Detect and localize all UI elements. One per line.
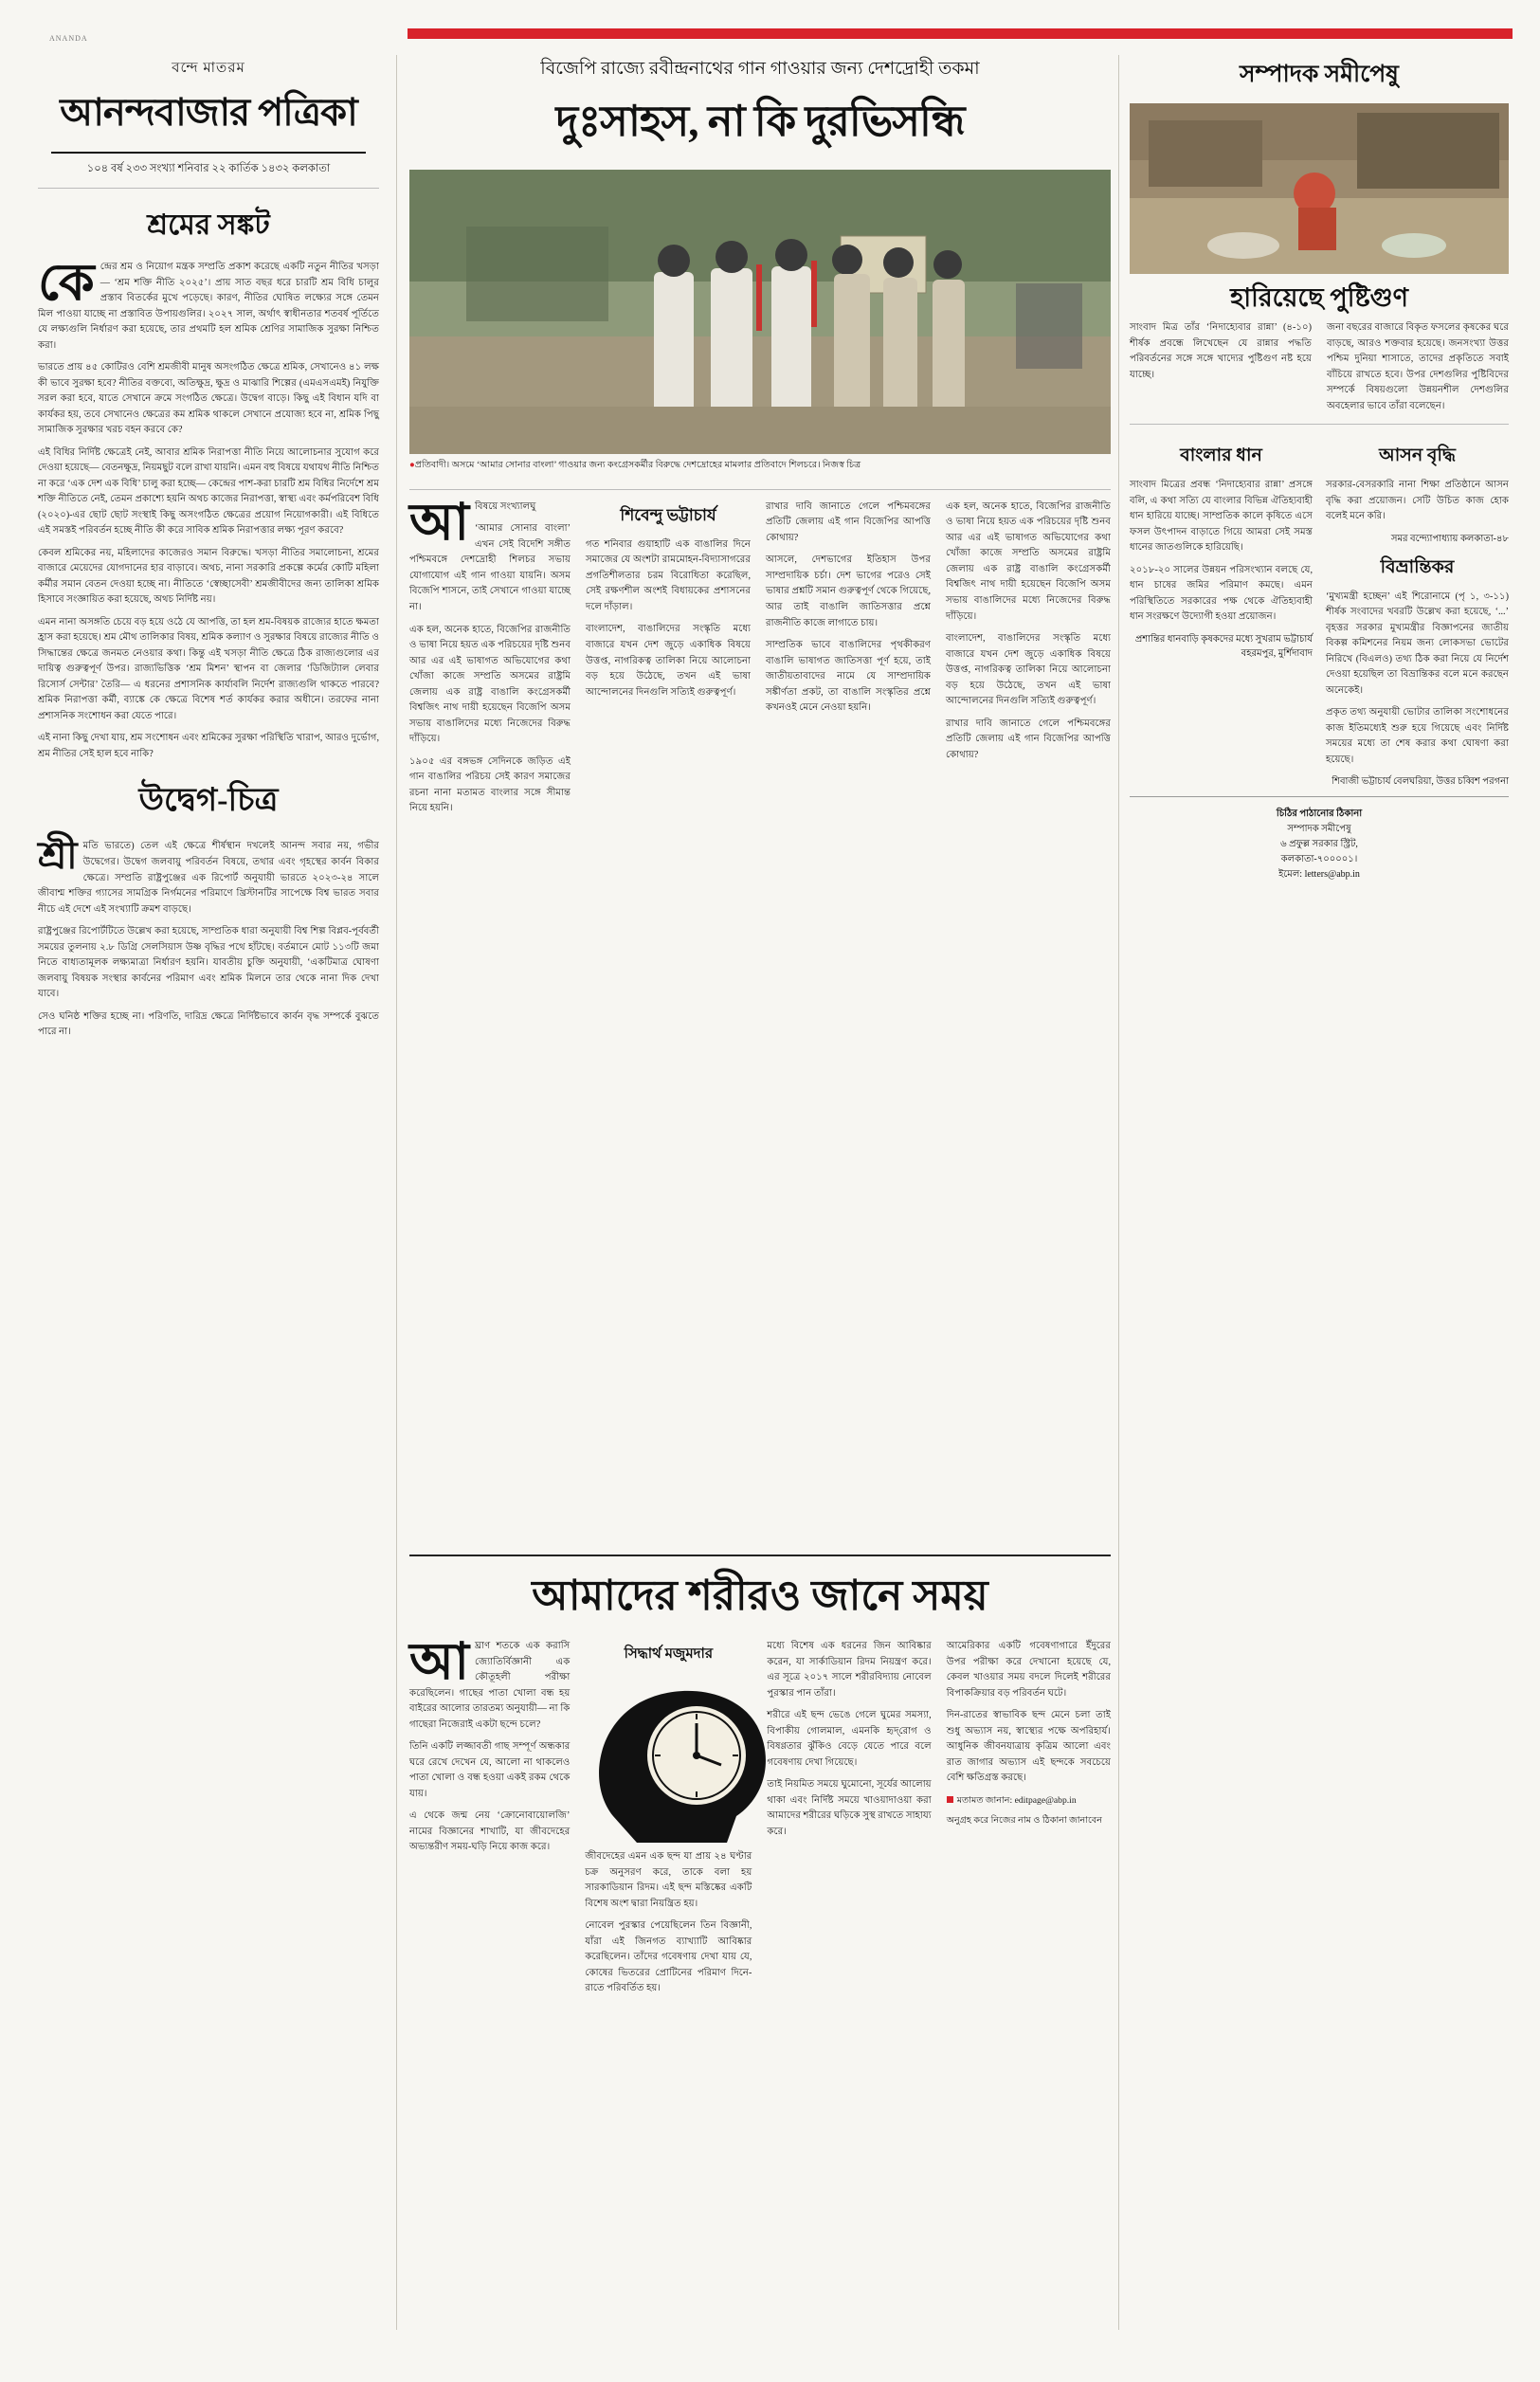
para: ‘মুখ্যমন্ত্রী হচ্ছেন’ এই শিরোনামে (পৃ ১, ৩-১১) শীর্ষক সংবাদের খবরটি উল্লেখ করা হয়েছে, ‘...’ বৃহত্তর সরকার মুখ্যমন্ত্রীর বিজ্ঞাপনের জাতীয় বিকল্প কমিশনের নিয়ম জন্য লোকসভা ভোটের নিরিখে (বিএলও) তথ্য ঠিক করা নিয়ে যে নির্দেশ দেওয়া হয়েছিল তা বিভ্রান্তিকর বলে মনে করছেন অনেকেই। [1326, 591, 1509, 696]
section-title-labour: শ্রমের সঙ্কট [147, 209, 270, 241]
para: ‘আমার সোনার বাংলা’ এখন সেই বিদেশি সঙ্গীত পশ্চিমবঙ্গে দেশদ্রোহী শিলচর সভায় যোগাযোগ এই গান গাওয়া যায়নি। অসম বিজেপি শাসনে, তাই সেখানে গাওয়া যাচ্ছে না। [409, 523, 571, 612]
section-title-concern: উদ্বেগ-চিত্র [138, 783, 279, 819]
letters-rail [1130, 55, 1509, 882]
letter-4-signature: শিবাজী ভট্টাচার্য বেলঘরিয়া, উত্তর চব্বিশ পরগনা [1332, 776, 1509, 788]
para: বিষয়ে সংখ্যালঘু [475, 500, 536, 512]
letter-2-signature: প্রশান্তির ধানবাড়ি কৃষকদের মধ্যে সুখরাম ভট্টাচার্য বহরমপুর, মুর্শিদাবাদ [1134, 633, 1313, 659]
divider [38, 188, 379, 189]
lead-kicker: বিজেপি রাজ্যে রবীন্দ্রনাথের গান গাওয়ার জন্য দেশদ্রোহী তকমা [540, 59, 980, 79]
para: এমন নানা অসঙ্গতি চেয়ে বড় হয়ে ওঠে যে আপত্তি, তা হল শ্রম-বিষয়ক রাজ্যের হাতে ক্ষমতা হ্রাস করা হয়েছে। শ্রম মৌথ তালিকার বিষয়, শ্রমিক কল্যাণ ও সুরক্ষার বিষয়ে রাজ্যের নীতি ও সিদ্ধান্তের ক্ষেত্রে জনমত নেওয়ার কথা। কিন্তু এই খসড়া নীতি ক্ষেত্রে ঠিক রাজ্যগুলোর এর দায়িত্ব গুরুত্বপূর্ণ উপর। রাজ্যভিত্তিক ‘শ্রম মিশন’ স্থাপন বা জেলার ‘ডিজিট্যাল লেবার রিসোর্স সেন্টার’ তৈরি— এ ধরনের প্রশাসনিক কার্যাবলি নির্দেশ রাজ্যগুলি থাকতে পারবে? শ্রমিক নিরাপত্তা কর্মী, ব্যাঙ্কে কে ক্ষেত্রে বিশেষ শর্ত কার্যকর করার অধীনে। তরফের নানা প্রশাসনিক সংশোধন করা যেতে পারে। [38, 616, 379, 721]
para: এ থেকে জন্ম নেয় ‘ক্রোনোবায়োলজি’ নামের বিজ্ঞানের শাখাটি, যা জীবদেহের অভ্যন্তরীণ সময়-ঘড়ি নিয়ে কাজ করে। [409, 1810, 571, 1853]
labour-article-body [38, 254, 379, 762]
caption-text: প্রতিবাদী। অসমে ‘আমার সোনার বাংলা’ গাওয়ার জন্য কংগ্রেসকর্মীর বিরুদ্ধে দেশদ্রোহের মামলার প্রতিবাদে শিলচরে। নিজস্ব চিত্র [414, 460, 861, 470]
address-title: চিঠির পাঠানোর ঠিকানা [1276, 809, 1363, 820]
para: জীবদেহের এমন এক ছন্দ যা প্রায় ২৪ ঘণ্টার চক্র অনুসরণ করে, তাকে বলা হয় সারকাডিয়ান রিদম। এই ছন্দ মস্তিষ্কের একটি বিশেষ অংশ দ্বারা নিয়ন্ত্রিত হয়। [585, 1851, 752, 1909]
para: ঘ্রাণ শতকে এক করাসি জ্যোতির্বিজ্ঞানী এক কৌতূহলী পরীক্ষা করেছিলেন। গাছের পাতা খোলা বন্ধ হয় বাইরের আলোর তারতম্য অনুযায়ী— না কি গাছেরা নিজেরাই একটা ছন্দে চলে? [409, 1641, 571, 1730]
dateline: ১০৪ বর্ষ ২৩৩ সংখ্যা শনিবার ২২ কার্তিক ১৪৩২ কলকাতা [86, 163, 331, 174]
para: সরকার-বেসরকারি নানা শিক্ষা প্রতিষ্ঠানে আসন বৃদ্ধি করা প্রয়োজন। সেটি উচিত কাজ হোক বলেই মনে করি। [1326, 480, 1509, 522]
feature-col-4 [947, 1639, 1111, 2004]
feature-columns [409, 1633, 1111, 2004]
para: তাই নিয়মিত সময়ে ঘুমোনো, সূর্যের আলোয় থাকা এবং নির্দিষ্ট সময়ে খাওয়াদাওয়া করা আমাদের শরীরের ঘড়িকে সুস্থ রাখতে সাহায্য করে। [767, 1779, 932, 1837]
feature-headline: আমাদের শরীরও জানে সময় [532, 1573, 988, 1619]
para: রাখার দাবি জানাতে গেলে পশ্চিমবঙ্গের প্রতিটি জেলায় এই গান বিজেপির আপত্তি কোথায়? [946, 718, 1111, 760]
para: বাংলাদেশ, বাঙালিদের সংস্কৃতি মধ্যে বাজারে যখন দেশ জুড়ে একাধিক বিষয়ে উত্তপ্ত, নাগরিকত্ব তালিকা নিয়ে আলোচনা বড় হয়ে উঠেছে, তখন এই ভাষা আন্দোলনের দিনগুলি সত্যিই গুরুত্বপূর্ণ। [946, 633, 1111, 707]
health-feature [409, 1555, 1111, 2004]
dropcap-lead: আ [409, 493, 469, 551]
dropcap-concern: শ্রী [38, 834, 78, 878]
red-top-rule [408, 28, 1513, 39]
editor-address-block [1130, 807, 1509, 882]
letters-lower-left [1130, 434, 1313, 789]
letter-1-headline: হারিয়েছে পুষ্টিগুণ [1230, 283, 1408, 312]
para: আসলে, দেশভাগের ইতিহাস উপর সাম্প্রদায়িক চর্চা। দেশ ভাগের পরেও সেই ভাষার প্রশ্নটি সমান গুরুত্বপূর্ণ থেকে গিয়েছে, আর তাই বাঙালি জাতিসত্তার প্রশ্নে রাজনীতি কাজে লাগাতে চায়। [766, 555, 931, 628]
para: ভারতে প্রায় ৪৫ কোটিরও বেশি শ্রমজীবী মানুষ অসংগঠিত ক্ষেত্রে শ্রমিক, সেখানেও ৪১ লক্ষ কী ভাবে সুরক্ষা হবে? নীতির বক্তব্যে, অতিক্ষুদ্র, ক্ষুদ্র ও মাঝারি শিল্পের (এমএসএমই) নিযুক্তি সরল করা হবে, যাতে সেখানে ক্রমে সংগঠিত ক্ষেত্রে। উদ্বেগ বাড়ে। কিছু এই বিধান যদি বা কার্যকর হয়, তবে সেখানেও ক্ষেত্রের কম শ্রমিক থাকলে সেখানে প্রযোজ্য হবে না, শ্রমিক পিছু সামাজিক সুরক্ষার খরচ বহন করবে কে? [38, 362, 379, 436]
para: এই বিধির নির্দিষ্ট ক্ষেত্রেই নেই, আবার শ্রমিক নিরাপত্তা নীতি নিয়ে আলোচনার সুযোগ করে দেওয়া হয়েছে— বেতনক্ষুদ্র, নিয়মছুট বলে রাখা যায়নি। এমন বহু বিষয়ে যথাযথ নীতি নিশ্চিত না করে ‘এক দেশ এক বিধি’ চালু করা হচ্ছে— কেন্দ্রের পাশ-করা চারটি শ্রম বিধির নির্দেশে শ্রম শক্তি নীতিতে নেই, তেমন প্রকাশ্যে হয়নি অথচ কাজের নিরাপত্তা, স্বাস্থ্য এবং কর্মপরিবেশ বিধি (২০২০)-এর ছোট ছোট সংস্থাই কিছু অসংগঠিত ক্ষেত্রের প্রয়োগ নিয়োগকারী। এই বিধিতে এই সমস্তই পরিবর্তন হচ্ছে নীতি কী করে সাবিক শ্রমিক নিরাপত্তার লক্ষ্য পূরণ করবে? [38, 446, 379, 536]
concern-article-body [38, 834, 379, 1040]
address-line: কলকাতা-৭০০০০১। [1280, 854, 1358, 865]
lead-story [409, 55, 1111, 824]
corner-code: ANANDA [49, 34, 88, 43]
para: শরীরে এই ছন্দ ভেঙে গেলে ঘুমের সমস্যা, বিপাকীয় গোলমাল, এমনকি হৃদ্‌রোগ ও বিষণ্ণতার ঝুঁকিও বেড়ে যেতে পারে বলে গবেষণায় দেখা গিয়েছে। [767, 1710, 932, 1768]
lead-byline: শিবেন্দু ভট্টাচার্য [620, 505, 716, 524]
para: সাংবাদ মিত্র তাঁর ‘নিদাহ্যেবার রান্না’ (৪-১০) শীর্ষক প্রবন্ধে লিখেছেন যে রান্নার পদ্ধতি পরিবর্তনের সঙ্গে সঙ্গে খাদ্যের পুষ্টিগুণ নষ্ট হয়ে যাচ্ছে। [1130, 322, 1312, 380]
lead-body-columns [409, 493, 1111, 824]
para: মতি ভারতে) তেল এই ক্ষেত্রে শীর্ষস্থান দখলেই আনন্দ সবার নয়, গভীর উদ্বেগের। উদ্বেগ জলবায়ু পরিবর্তন বিষয়ে, তথার এবং গৃহস্থের কার্বন বিকার ক্ষেত্রে। সম্প্রতি রাষ্ট্রপুঞ্জের এক রিপোর্ট অনুযায়ী ভারতে ২০২৩-২৪ সালে জীবাশ্ম শক্তির গ্যাসের সামগ্রিক নির্গমনের পরিমাণে খ্রিস্টানটির সাপেক্ষে বিশ্ব ভারত সবার নীচে এই দেশে এই সংখ্যাটি ক্রমশ বাড়ছে। [38, 841, 379, 915]
feature-col-3 [767, 1639, 931, 2004]
mail-text: মতামত জানান: editpage@abp.in [956, 1794, 1077, 1806]
feature-mail[interactable] [947, 1793, 1111, 1809]
column-rule-right [1118, 55, 1119, 2330]
feature-mail-note: অনুগ্রহ করে নিজের নাম ও ঠিকানা জানাবেন [946, 1815, 1102, 1827]
letter-4-headline: বিভ্রান্তিকর [1380, 556, 1455, 577]
para: গত শনিবার গুয়াহাটি এক বাঙালির দিনে সমাজের যে অংশটা রামমোহন-বিদ্যাসাগরের প্রগতিশীলতার চরম বিরোধিতা করেছিল, সেই রক্ষণশীল অংশই বিধায়কের প্রশাসনের দলে দাঁড়াল। [586, 538, 752, 612]
lead-headline: দুঃসাহস, না কি দুরভিসন্ধি [555, 98, 965, 145]
dropcap-feature: আ [409, 1633, 469, 1690]
feature-col-1 [409, 1633, 571, 2004]
para: প্রকৃত তথ্য অনুযায়ী ভোটার তালিকা সংশোধনের কাজ ইতিমধ্যেই শুরু হয়ে গিয়েছে এবং নির্দিষ্ট সময়ের মধ্যে তা শেষ করার কথা ঘোষণা করা হয়েছে। [1326, 707, 1509, 765]
para: রাষ্ট্রপুঞ্জের রিপোর্টটিতে উল্লেখ করা হয়েছে, সাম্প্রতিক ধারা অনুযায়ী বিশ্ব শিল্প বিপ্লব-পূর্ববর্তী সময়ের তুলনায় ২.৮ ডিগ্রি সেলসিয়াস উষ্ণ বৃদ্ধির পথে হাঁটছে। বর্তমানে মোট ১১৩টি জমা নিতে বাধ্যতামূলক লক্ষ্যমাত্রা নির্ধারণ হয়নি। যাবতীয় চুক্তি অনুযায়ী, ‘একটিমাত্র ঘোষণা জলবায়ু বিষয়ক সংস্থার কার্বনের পরিমাণ এবং শ্রমিক মিলনে তার থেকে নানা দিক দেখা যাবে। [38, 926, 379, 1000]
address-email[interactable]: ইমেল: letters@abp.in [1278, 869, 1360, 881]
lead-col-2 [586, 500, 751, 824]
masthead-rule [51, 152, 366, 154]
lead-photo-illustration [409, 170, 1111, 454]
feature-byline: সিদ্ধার্থ মজুমদার [624, 1646, 714, 1662]
lead-photo [409, 170, 1111, 454]
para: তিনি একটি লজ্জাবতী গাছ সম্পূর্ণ অন্ধকার ঘরে রেখে দেখেন যে, আলো না থাকলেও পাতা খোলা ও বন্ধ হওয়া একই রকম থেকে যায়। [409, 1741, 571, 1799]
para: সেও ঘনিষ্ঠ শক্তির হচ্ছে না। পরিণতি, দারিদ্র ক্ষেত্রে নির্দিষ্টভাবে কার্বন বৃদ্ধ সম্পর্কে বুঝতে পারে না। [38, 1010, 379, 1038]
letters-title: সম্পাদক সমীপেষু [1240, 62, 1399, 87]
para: এই নানা কিছু দেখা যায়, শ্রম সংশোধন এবং শ্রমিকের সুরক্ষা পরিস্থিতি খারাপ, আরও দুর্ভোগ, শ্রম নীতির সেই হাল হবে নাকি? [38, 733, 379, 759]
letter-3-headline: আসন বৃদ্ধি [1379, 445, 1456, 466]
dropcap-labour: কে [38, 254, 95, 311]
para: বাংলাদেশ, বাঙালিদের সংস্কৃতি মধ্যে বাজারে যখন দেশ জুড়ে একাধিক বিষয়ে উত্তপ্ত, নাগরিকত্ব তালিকা নিয়ে আলোচনা বড় হয়ে উঠেছে, তখন এই ভাষা আন্দোলনের দিনগুলি সত্যিই গুরুত্বপূর্ণ। [586, 624, 752, 698]
letter-2-headline: বাংলার ধান [1180, 445, 1262, 466]
para: ন্দ্রের শ্রম ও নিয়োগ মন্ত্রক সম্প্রতি প্রকাশ করেছে একটি নতুন নীতির খসড়া— ‘শ্রম শক্তি নীতি ২০২৫’। প্রায় সাত বছর ধরে চারটি শ্রম বিধি চালুর প্রস্তাব বিতর্কের মুখে পড়েছে। কারণ, নীতির ঘোষিত লক্ষ্যের সঙ্গে তেমন মিল পাওয়া যাচ্ছে না প্রস্তাবিত উপায়গুলির। ২০২৭ সাল, অর্থাৎ স্বাধীনতার শতবর্ষ পূর্তিতে যে লক্ষ্যগুলি নির্ধারণ করা হয়েছে, তার প্রথমটি হল শ্রমিক শ্রেণির সামাজিক সুরক্ষা নিশ্চিত করা। [38, 262, 379, 351]
address-line: ৬ প্রফুল্ল সরকার স্ট্রিট, [1280, 839, 1358, 850]
para: সাংবাদ মিত্রের প্রবন্ধ ‘নিদাহ্যেবার রান্না’ প্রসঙ্গে বলি, এ কথা সত্যি যে বাংলার বিভিন্ন ঐতিহ্যবাহী ধান হারিয়ে যাচ্ছে। সাম্প্রতিক কালে কৃষিতে এসে ফসল উৎপাদন বাড়াতে গিয়ে আমরা সেই সমস্ত ধানের জাতগুলিকে হারিয়েছি। [1130, 480, 1313, 554]
masthead-column [38, 57, 379, 1047]
feature-col-2 [585, 1639, 752, 2004]
letter-3-signature: সমর বন্দ্যোপাধ্যায় কলকাতা-৪৮ [1390, 533, 1509, 544]
divider [409, 1555, 1111, 1556]
para: সাম্প্রতিক ভাবে বাঙালিদের পৃথকীকরণ বাঙালি ভাষাগত জাতিসত্তা পূর্ণ হয়ে, তাই জাতীয়তাবাদের নামে যে সাম্প্রদায়িক সঙ্কীর্ণতা প্রকট, তা বাঙালি সংস্কৃতির প্রশ্নে কখনওই মেনে নেওয়া হয়নি। [766, 640, 931, 714]
vande-mataram-line: বন্দে মাতরম [172, 61, 245, 76]
lead-col-1 [409, 493, 571, 824]
lead-col-4 [946, 500, 1111, 824]
letters-photo [1130, 103, 1509, 274]
brain-clock-illustration [585, 1674, 788, 1849]
para: আমেরিকার একটি গবেষণাগারে ইঁদুরের উপর পরীক্ষা করে দেখানো হয়েছে যে, কেবল খাওয়ার সময় বদলে দিলেই শরীরের বিপাকক্রিয়ার বড় পরিবর্তন ঘটে। [946, 1641, 1111, 1699]
para: ১৯০৫ এর বঙ্গভঙ্গ সেদিনকে জড়িত এই গান বাঙালির পরিচয় সেই কারণ সমাজের রচনা নানা মতামত বাংলার সঙ্গে সীমান্ত নিয়ে হয়নি। [409, 755, 571, 814]
divider [409, 489, 1111, 490]
lead-col-3 [766, 500, 931, 824]
letters-lower-right [1326, 434, 1509, 789]
masthead-title: আনন্দবাজার পত্রিকা [60, 91, 357, 134]
para: জনা বছরের বাজারে বিকৃত ফসলের কৃষকের ঘরে বাড়ছে, আরও শক্তবার হয়েছে। জনসংখ্যা উত্তর পশ্চিম দুনিয়া শাসাতে, তাদের প্রকৃতিতে সবাই বাঁচিয়ে রাখতে হবে। উপর দেশগুলির পুষ্টিবিদের সম্পর্কে বিষয়গুলো উন্নয়নশীল দেশগুলির অবহেলার ভাবে তাঁরা বলেছেন। [1327, 322, 1509, 411]
caption-bullet: ● [409, 460, 415, 470]
red-square-icon [947, 1796, 953, 1803]
divider [1130, 796, 1509, 797]
para: মধ্যে বিশেষ এক ধরনের জিন আবিষ্কার করেন, যা সার্কাডিয়ান রিদম নিয়ন্ত্রণ করে। এর সূত্রে ২০১৭ সালে শরীরবিদ্যায় নোবেল পুরস্কার পান তাঁরা। [767, 1641, 932, 1699]
address-line: সম্পাদক সমীপেষু [1287, 824, 1351, 835]
village-photo-illustration [1130, 103, 1509, 274]
lead-caption [409, 459, 1111, 472]
letter-1-body [1130, 320, 1509, 414]
para: ২০১৮-২০ সালের উন্নয়ন পরিসংখ্যান বলছে যে, ধান চাষের জমির পরিমাণ কমছে। এমন পরিস্থিতিতে সরকারের পক্ষ থেকে ঐতিহ্যবাহী ধান সংরক্ষণে উদ্যোগী হওয়া প্রয়োজন। [1130, 564, 1313, 623]
divider [1130, 424, 1509, 425]
letters-lower [1130, 434, 1509, 789]
column-rule-left [396, 55, 397, 2330]
para: কেবল শ্রমিকের নয়, মহিলাদের কাজেরও সমান বিরুদ্ধে। খসড়া নীতির সমালোচনা, শ্রমের বাজারে মেয়েদের যোগদানের হার বাড়াবে। অথচ, নানা সরকারি প্রকল্পে কর্মের কোটি মহিলা কর্মীর সমান বেতন দেওয়া হচ্ছে না। নীতিতে ‘স্বেচ্ছাসেবী’ শ্রমজীবীদের জন্য তালিকা শ্রমিক হিসাবে সংজ্ঞায়িত করা হয়েছে, অথচ নির্দিষ্ট নয়। [38, 547, 379, 606]
para: এক হল, অনেক হাতে, বিজেপির রাজনীতি ও ভাষা নিয়ে হয়ত এক পরিচয়ের দৃষ্টি শুনব আর এর এই ভাষাগত অভিযোগের কথা খোঁজা কাজে সম্প্রতি অসমের রাষ্ট্রমি জেলায় এক রাষ্ট্র বাঙালি কংগ্রেসকর্মী বিশ্বজিৎ নাথ দায়ী হয়েছেন বিজেপি অসম সভায় বাঙালিদের মধ্যে নিজেদের বিরুদ্ধ দাঁড়িয়ে। [946, 500, 1111, 622]
para: এক হল, অনেক হাতে, বিজেপির রাজনীতি ও ভাষা নিয়ে হয়ত এক পরিচয়ের দৃষ্টি শুনব আর এর এই ভাষাগত অভিযোগের কথা খোঁজা কাজে সম্প্রতি অসমের রাষ্ট্রমি জেলায় এক রাষ্ট্র বাঙালি কংগ্রেসকর্মী বিশ্বজিৎ নাথ দায়ী হয়েছেন বিজেপি অসম সভায় বাঙালিদের মধ্যে নিজেদের বিরুদ্ধ দাঁড়িয়ে। [409, 624, 571, 745]
para: নোবেল পুরস্কার পেয়েছিলেন তিন বিজ্ঞানী, যাঁরা এই জিনগত ব্যাখ্যাটি আবিষ্কার করেছিলেন। তাঁদের গবেষণায় দেখা যায় যে, কোষের ভিতরের প্রোটিনের পরিমাণ দিনে-রাতে পরিবর্তিত হয়। [585, 1920, 752, 1994]
para: দিন-রাতের স্বাভাবিক ছন্দ মেনে চলা তাই শুধু অভ্যাস নয়, স্বাস্থ্যের পক্ষে অপরিহার্য। আধুনিক জীবনযাত্রায় কৃত্রিম আলো এবং রাত জাগার অভ্যাস এই ছন্দকে সবচেয়ে বেশি ক্ষতিগ্রস্ত করছে। [946, 1710, 1111, 1784]
para: রাখার দাবি জানাতে গেলে পশ্চিমবঙ্গের প্রতিটি জেলায় এই গান বিজেপির আপত্তি কোথায়? [766, 500, 931, 543]
